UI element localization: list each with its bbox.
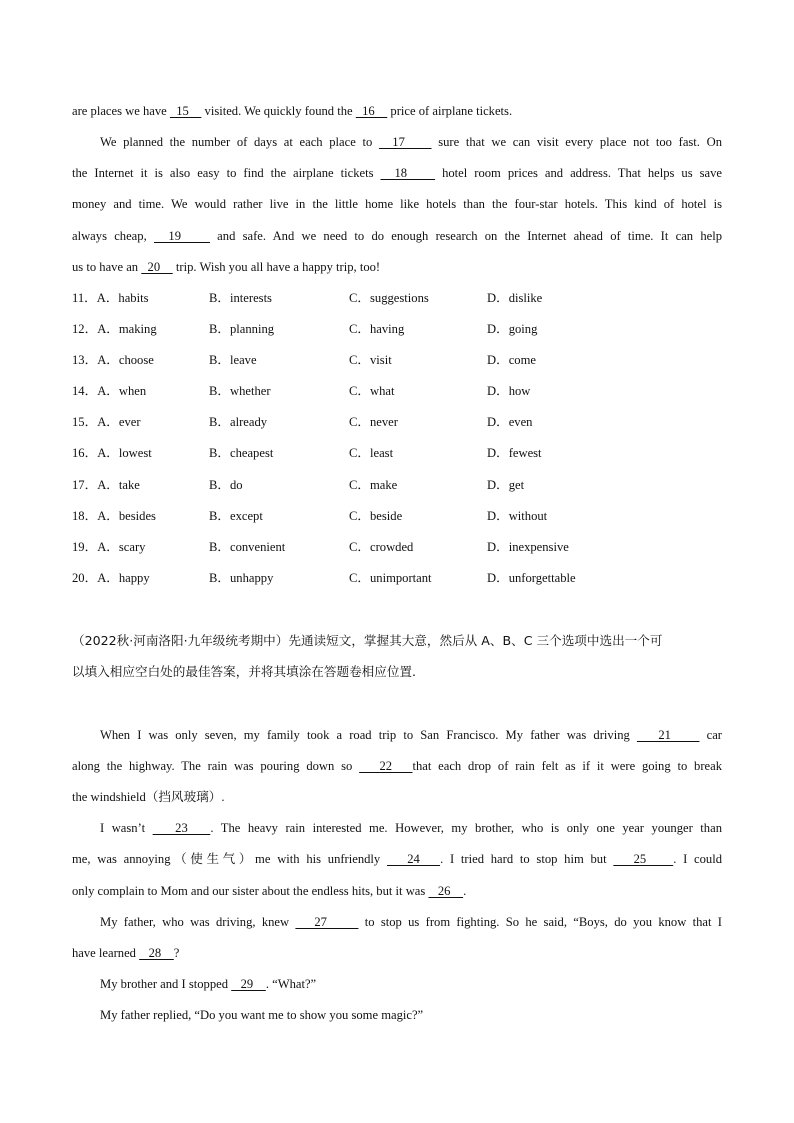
passage2-line-8: have learned 28 ? (72, 946, 180, 960)
passage2-line-10: My father replied, “Do you want me to show you some magic?” (100, 1008, 424, 1022)
blank-22: 22 (359, 759, 413, 773)
options-row-14: 14．A．when B．whether C．what D．how (72, 384, 531, 398)
passage1-line-1: are places we have 15 visited. We quickly found the 16 price of airplane tickets. (72, 104, 513, 118)
blank-26: 26 (428, 884, 464, 898)
blank-15: 15 (169, 104, 202, 118)
options-row-15: 15．A．ever B．already C．never D．even (72, 415, 533, 429)
blank-29: 29 (231, 977, 266, 991)
passage1-line-5: always cheap, 19 and safe. And we need to do enough research on the Internet ahead of time. It can help (72, 229, 723, 243)
blank-25: 25 (613, 852, 674, 866)
blank-16: 16 (355, 104, 388, 118)
passage1-line-3: the Internet it is also easy to find the airplane tickets 18 hotel room prices and address. That helps us save (72, 166, 723, 180)
options-row-16: 16．A．lowest B．cheapest C．least D．fewest (72, 446, 542, 460)
passage2-line-5: me, was annoying（使生气）me with his unfriendly 24 . I tried hard to stop him but 25 . I could (72, 852, 723, 866)
passage1-line-2: We planned the number of days at each place to 17 sure that we can visit every place not too fast. On (100, 135, 723, 149)
passage2-line-9: My brother and I stopped 29 . “What?” (100, 977, 317, 991)
passage1-line-4: money and time. We would rather live in the little home like hotels than the four-star hotels. This kind of hotel is (72, 197, 722, 211)
options-row-13: 13．A．choose B．leave C．visit D．come (72, 353, 536, 367)
options-row-11: 11．A．habits B．interests C．suggestions D．dislike (72, 291, 543, 305)
blank-23: 23 (152, 821, 211, 835)
options-row-12: 12．A．making B．planning C．having D．going (72, 322, 538, 336)
instructions-line-1: （2022秋·河南洛阳·九年级统考期中）先通读短文，掌握其大意，然后从 A、B、C 三个选项中选出一个可 (72, 633, 663, 648)
passage2-line-3: the windshield（挡风玻璃）. (72, 790, 225, 804)
blank-28: 28 (139, 946, 174, 960)
passage2-line-7: My father, who was driving, knew 27 to stop us from fighting. So he said, “Boys, do you know that I (100, 915, 722, 929)
blank-18: 18 (380, 166, 436, 180)
blank-24: 24 (386, 852, 441, 866)
passage1-line-6: us to have an 20 trip. Wish you all have a happy trip, too! (72, 260, 381, 274)
passage2-line-4: I wasn’t 23 . The heavy rain interested me. However, my brother, who is only one year younger than (100, 821, 722, 835)
blank-20: 20 (141, 260, 173, 274)
options-row-18: 18．A．besides B．except C．beside D．without (72, 509, 548, 523)
passage2-line-6: only complain to Mom and our sister about the endless hits, but it was 26 . (72, 884, 467, 898)
blank-17: 17 (378, 135, 432, 149)
blank-19: 19 (153, 229, 210, 243)
passage2-line-2: along the highway. The rain was pouring down so 22 that each drop of rain felt as if it were going to break (72, 759, 723, 773)
blank-27: 27 (295, 915, 359, 929)
options-row-19: 19．A．scary B．convenient C．crowded D．inexpensive (72, 540, 569, 554)
options-row-17: 17．A．take B．do C．make D．get (72, 478, 525, 492)
instructions-line-2: 以填入相应空白处的最佳答案，并将其填涂在答题卷相应位置. (72, 664, 417, 679)
options-row-20: 20．A．happy B．unhappy C．unimportant D．unforgettable (72, 571, 576, 585)
blank-21: 21 (636, 728, 700, 742)
passage2-line-1: When I was only seven, my family took a road trip to San Francisco. My father was driving 21 car (100, 728, 722, 742)
